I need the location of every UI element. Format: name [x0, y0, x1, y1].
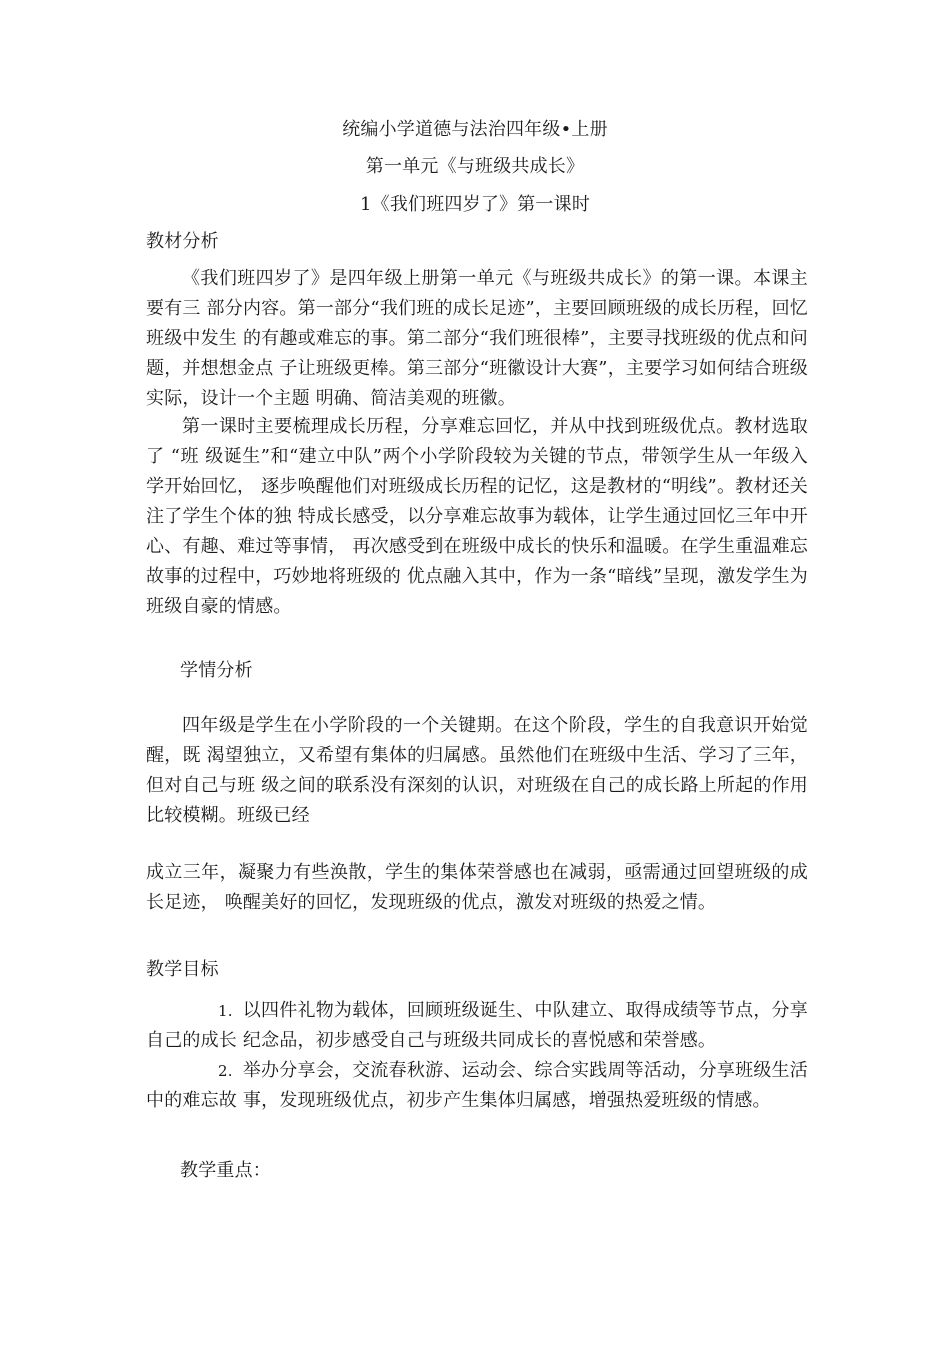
- teaching-goal-item: [146, 996, 808, 1056]
- teaching-key-points-heading: 教学重点：: [180, 1160, 271, 1181]
- list-item-text: 以四件礼物为载体，回顾班级诞生、中队建立、取得成绩等节点，分享自己的成长 纪念品，初步感受自己与班级共同成长的喜悦感和荣誉感。: [146, 1000, 808, 1051]
- list-number: 2.: [218, 1062, 233, 1080]
- teaching-goal-item: [146, 1056, 808, 1116]
- textbook-analysis-paragraph-1: 《我们班四岁了》是四年级上册第一单元《与班级共成长》的第一课。本课主要有三 部分内容。第一部分“我们班的成长足迹”，主要回顾班级的成长历程，回忆班级中发生 的有趣或难忘的事。第二部分“我们班很棒”，主要寻找班级的优点和问题，并想想金点 子让班级更棒。第三部分“班徽设计大赛”，主要学习如何结合班级实际，设计一个主题 明确、简洁美观的班徽。: [146, 268, 808, 409]
- lesson-title: 1《我们班四岁了》第一课时: [359, 194, 591, 215]
- teaching-goals-heading: 教学目标: [146, 959, 219, 980]
- textbook-analysis-paragraph-2: 第一课时主要梳理成长历程，分享难忘回忆，并从中找到班级优点。教材选取了 “班 级诞生”和“建立中队”两个小学阶段较为关键的节点，带领学生从一年级入学开始回忆， 逐步唤醒他们对班级成长历程的记忆，这是教材的“明线”。教材还关注了学生个体的独 特成长感受，以分享难忘故事为载体，让学生通过回忆三年中开心、有趣、难过等事情， 再次感受到在班级中成长的快乐和温暖。在学生重温难忘故事的过程中，巧妙地将班级的 优点融入其中，作为一条“暗线”呈现，激发学生为班级自豪的情感。: [146, 416, 808, 617]
- list-item-text: 举办分享会，交流春秋游、运动会、综合实践周等活动，分享班级生活中的难忘故 事，发现班级优点，初步产生集体归属感，增强热爱班级的情感。: [146, 1060, 808, 1111]
- textbook-analysis-heading: 教材分析: [146, 231, 219, 252]
- document-series-title: 统编小学道德与法治四年级•上册: [342, 119, 608, 140]
- list-number: 1.: [218, 1002, 233, 1020]
- unit-title: 第一单元《与班级共成长》: [365, 156, 585, 177]
- student-analysis-heading: 学情分析: [180, 660, 253, 681]
- student-analysis-paragraph-1: 四年级是学生在小学阶段的一个关键期。在这个阶段，学生的自我意识开始觉醒，既 渴望独立，又希望有集体的归属感。虽然他们在班级中生活、学习了三年，但对自己与班 级之间的联系没有深刻的认识，对班级在自己的成长路上所起的作用比较模糊。班级已经: [146, 715, 808, 826]
- student-analysis-paragraph-2: 成立三年，凝聚力有些涣散，学生的集体荣誉感也在减弱，亟需通过回望班级的成长足迹， 唤醒美好的回忆，发现班级的优点，激发对班级的热爱之情。: [146, 862, 808, 913]
